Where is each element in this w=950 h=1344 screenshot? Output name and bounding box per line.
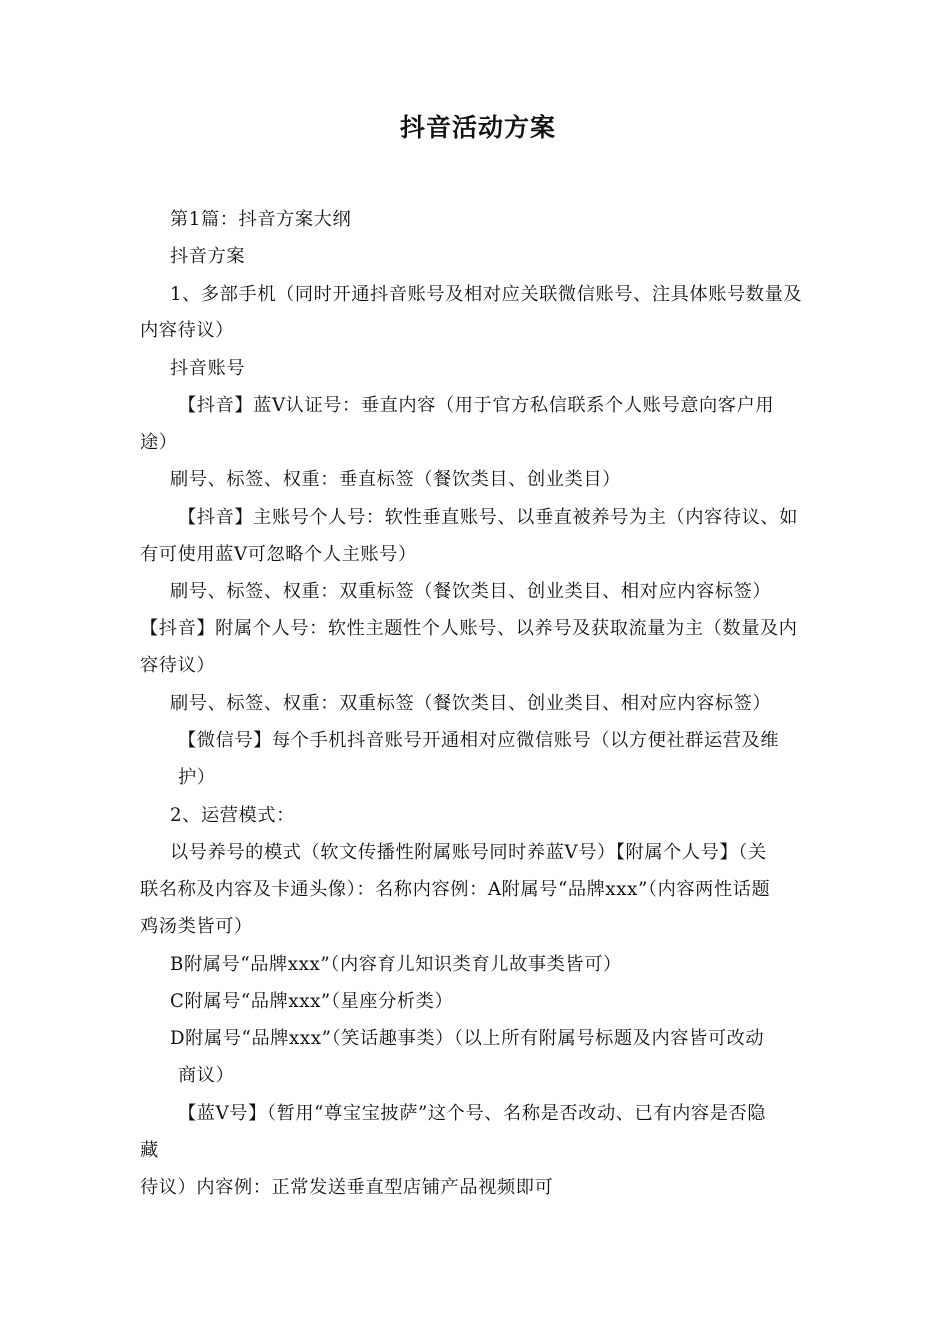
paragraph-line: C附属号“品牌xxx”（星座分析类） [170,991,454,1012]
paragraph-line: 鸡汤类皆可） [140,916,253,937]
paragraph-line: 刷号、标签、权重：双重标签（餐饮类目、创业类目、相对应内容标签） [170,693,772,714]
paragraph-line: 商议） [178,1065,235,1086]
paragraph-line: 2、运营模式： [170,805,295,826]
paragraph-line: 以号养号的模式（软文传播性附属账号同时养蓝V号）【附属个人号】（关 [170,842,767,863]
document-title: 抖音活动方案 [399,113,556,142]
paragraph-line: 抖音方案 [170,246,246,267]
paragraph-line: 护） [178,767,216,788]
paragraph-line: 【抖音】蓝V认证号：垂直内容（用于官方私信联系个人账号意向客户用 [178,395,775,416]
paragraph-line: 内容待议） [140,320,234,341]
paragraph-line: B附属号“品牌xxx”（内容育儿知识类育儿故事类皆可） [170,954,622,975]
paragraph-line: 藏 [140,1140,159,1161]
paragraph-line: 联名称及内容及卡通头像）：名称内容例：A附属号“品牌xxx”（内容两性话题 [140,879,771,900]
paragraph-line: 抖音账号 [170,358,246,379]
paragraph-line: 刷号、标签、权重：垂直标签（餐饮类目、创业类目） [170,469,621,490]
paragraph-line: D附属号“品牌xxx”（笑话趣事类）（以上所有附属号标题及内容皆可改动 [170,1028,765,1049]
paragraph-line: 1、多部手机（同时开通抖音账号及相对应关联微信账号、注具体账号数量及 [170,284,803,305]
paragraph-line: 待议）内容例：正常发送垂直型店铺产品视频即可 [140,1177,554,1198]
paragraph-line: 【抖音】附属个人号：软性主题性个人账号、以养号及获取流量为主（数量及内 [140,618,798,639]
paragraph-line: 刷号、标签、权重：双重标签（餐饮类目、创业类目、相对应内容标签） [170,581,772,602]
paragraph-line: 有可使用蓝V可忽略个人主账号） [140,544,417,565]
paragraph-line: 途） [140,432,178,453]
paragraph-line: 容待议） [140,655,216,676]
paragraph-line: 【微信号】每个手机抖音账号开通相对应微信账号（以方便社群运营及维 [178,730,780,751]
paragraph-line: 【蓝V号】（暂用“尊宝宝披萨”这个号、名称是否改动、已有内容是否隐 [178,1103,767,1124]
paragraph-line: 【抖音】主账号个人号：软性垂直账号、以垂直被养号为主（内容待议、如 [178,507,798,528]
paragraph-line: 第1篇：抖音方案大纲 [170,209,352,230]
